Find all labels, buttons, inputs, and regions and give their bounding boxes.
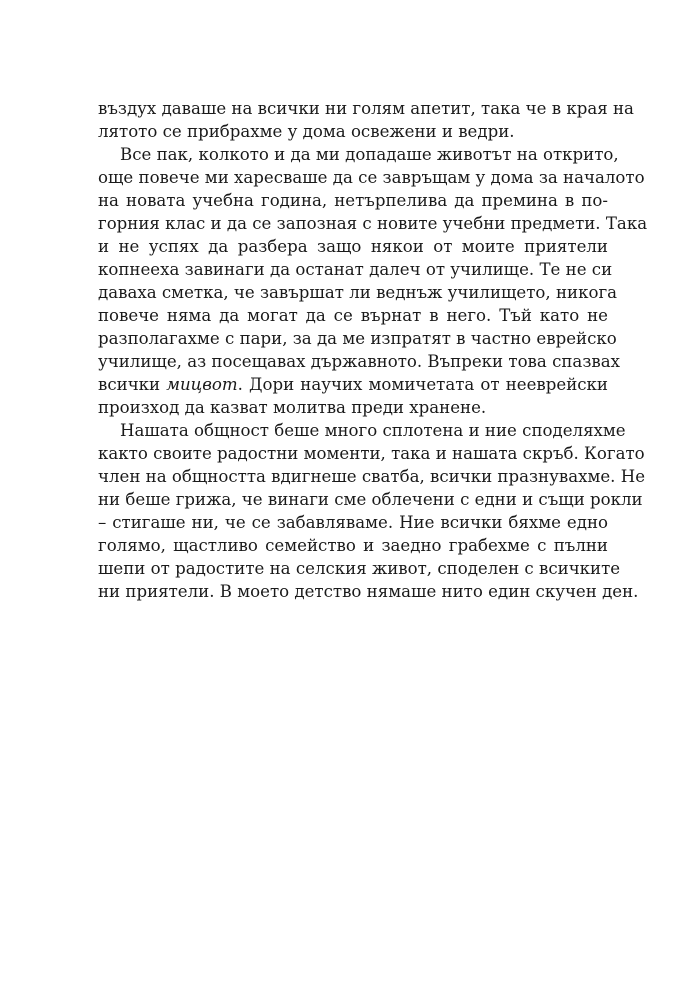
text-line: ни беше грижа, че винаги сме облечени с едни и същи рокли	[98, 490, 643, 509]
text-line: още повече ми харесваше да се завръщам у дома за началото	[98, 168, 645, 187]
text-line: член на общността вдигнеше сватба, всички празнувахме. Не	[98, 467, 646, 486]
text-line: на новата учебна година, нетърпелива да премина в по-	[98, 191, 608, 210]
text-line: горния клас и да се запозная с новите учебни предмети. Така	[98, 214, 648, 233]
text-line: произход да казват молитва преди хранене.	[98, 398, 487, 417]
text-line: както своите радостни моменти, така и нашата скръб. Когато	[98, 444, 645, 463]
text-line: даваха сметка, че завършат ли веднъж училището, никога	[98, 283, 618, 302]
text-segment: . Дори научих момичетата от нееврейски	[237, 375, 608, 394]
text-line: шепи от радостите на селския живот, споделен с всичките	[98, 559, 621, 578]
text-line: Все пак, колкото и да ми допадаше животът на открито,	[120, 145, 619, 164]
text-line: и не успях да разбера защо някои от моите приятели	[98, 237, 608, 256]
text-line: въздух даваше на всички ни голям апетит, така че в края на	[98, 99, 634, 118]
text-line: лятото се прибрахме у дома освежени и ведри.	[98, 122, 515, 141]
text-line: училище, аз посещавах държавното. Въпреки това спазвах	[98, 352, 620, 371]
text-line: ни приятели. В моето детство нямаше нито един скучен ден.	[98, 582, 639, 601]
text-line: копнееха завинаги да останат далеч от училище. Те не си	[98, 260, 613, 279]
text-line: – стигаше ни, че се забавляваме. Ние всички бяхме едно	[98, 513, 608, 532]
italic-term: мицвот	[166, 375, 238, 394]
text-line: Нашата общност беше много сплотена и ние споделяхме	[120, 421, 626, 440]
text-line: разполагахме с пари, за да ме изпратят в частно еврейско	[98, 329, 617, 348]
text-line	[98, 373, 608, 396]
text-segment: всички	[98, 375, 167, 394]
text-line: голямо, щастливо семейство и заедно грабехме с пълни	[98, 536, 608, 555]
text-line: повече няма да могат да се върнат в него. Тъй като не	[98, 306, 608, 325]
